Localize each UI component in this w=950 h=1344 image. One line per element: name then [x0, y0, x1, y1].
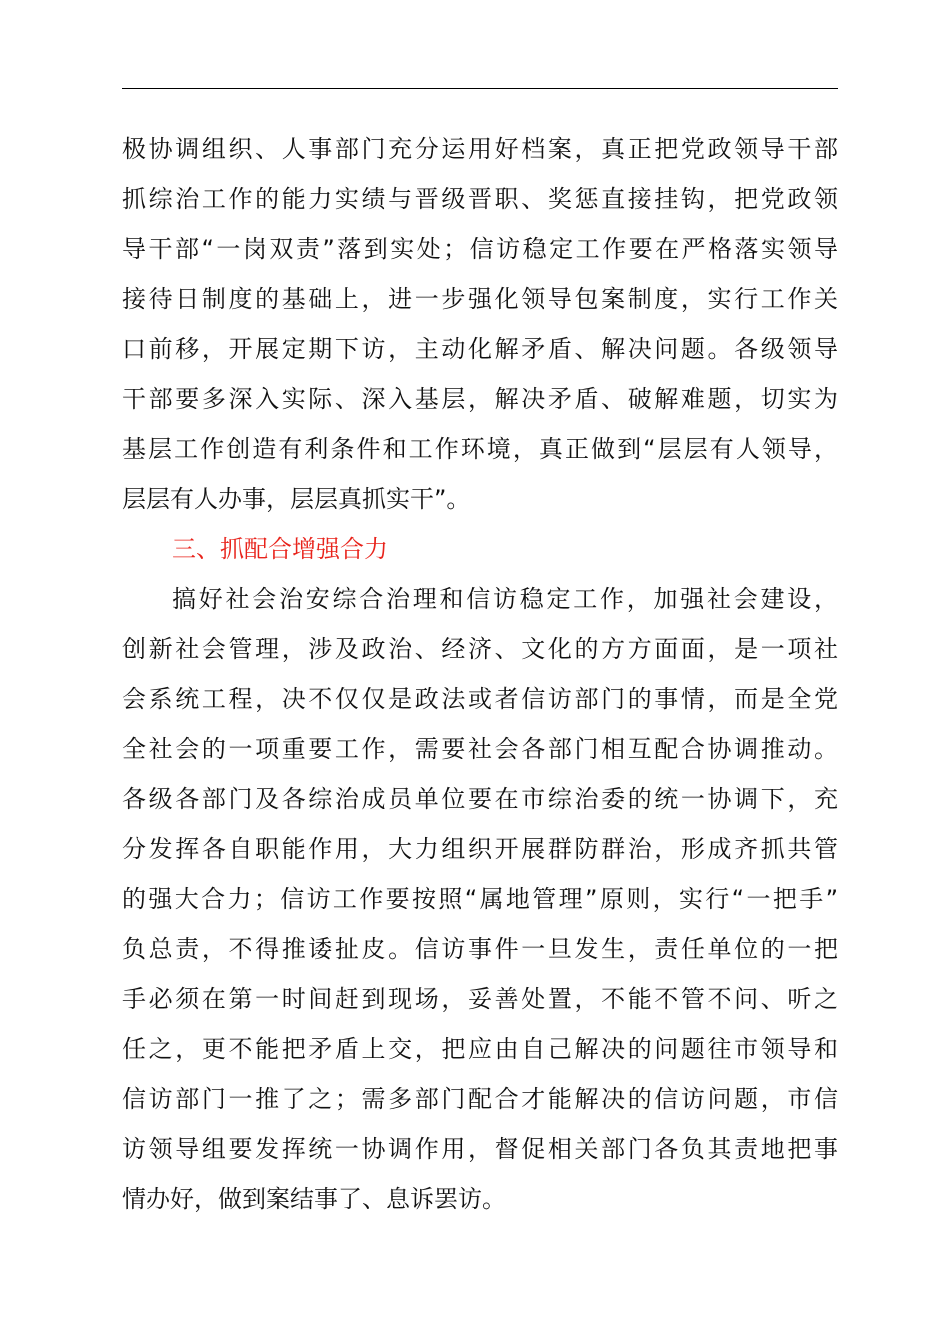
text-line: 任之，更不能把矛盾上交，把应由自己解决的问题往市领导和	[122, 1035, 838, 1063]
header-rule	[122, 88, 838, 89]
text-line: 访领导组要发挥统一协调作用，督促相关部门各负其责地把事	[122, 1135, 838, 1163]
document-page	[122, 124, 838, 1224]
text-line: 创新社会管理，涉及政治、经济、文化的方方面面，是一项社	[122, 635, 838, 663]
paragraph-2	[122, 574, 838, 1224]
text-line: 极协调组织、人事部门充分运用好档案，真正把党政领导干部	[122, 135, 838, 163]
text-line: 会系统工程，决不仅仅是政法或者信访部门的事情，而是全党	[122, 685, 838, 713]
paragraph-1	[122, 124, 838, 524]
text-line: 抓综治工作的能力实绩与晋级晋职、奖惩直接挂钩，把党政领	[122, 185, 838, 213]
text-line: 干部要多深入实际、深入基层，解决矛盾、破解难题，切实为	[122, 385, 838, 413]
text-line: 层层有人办事，层层真抓实干”。	[122, 485, 471, 513]
text-line: 各级各部门及各综治成员单位要在市综治委的统一协调下，充	[122, 785, 838, 813]
text-line: 导干部“一岗双责”落到实处；信访稳定工作要在严格落实领导	[122, 235, 838, 263]
text-line: 分发挥各自职能作用，大力组织开展群防群治，形成齐抓共管	[122, 835, 838, 863]
text-line: 信访部门一推了之；需多部门配合才能解决的信访问题，市信	[122, 1085, 838, 1113]
text-line: 接待日制度的基础上，进一步强化领导包案制度，实行工作关	[122, 285, 838, 313]
text-line: 搞好社会治安综合治理和信访稳定工作，加强社会建设，	[172, 585, 838, 613]
text-line: 口前移，开展定期下访，主动化解矛盾、解决问题。各级领导	[122, 335, 838, 363]
text-line: 全社会的一项重要工作，需要社会各部门相互配合协调推动。	[122, 735, 838, 763]
section-heading: 三、抓配合增强合力	[172, 535, 388, 563]
text-line: 情办好，做到案结事了、息诉罢访。	[122, 1185, 506, 1213]
text-line: 的强大合力；信访工作要按照“属地管理”原则，实行“一把手”	[122, 885, 838, 913]
text-line: 基层工作创造有利条件和工作环境，真正做到“层层有人领导，	[122, 435, 838, 463]
text-line: 负总责，不得推诿扯皮。信访事件一旦发生，责任单位的一把	[122, 935, 838, 963]
text-line: 手必须在第一时间赶到现场，妥善处置，不能不管不问、听之	[122, 985, 838, 1013]
